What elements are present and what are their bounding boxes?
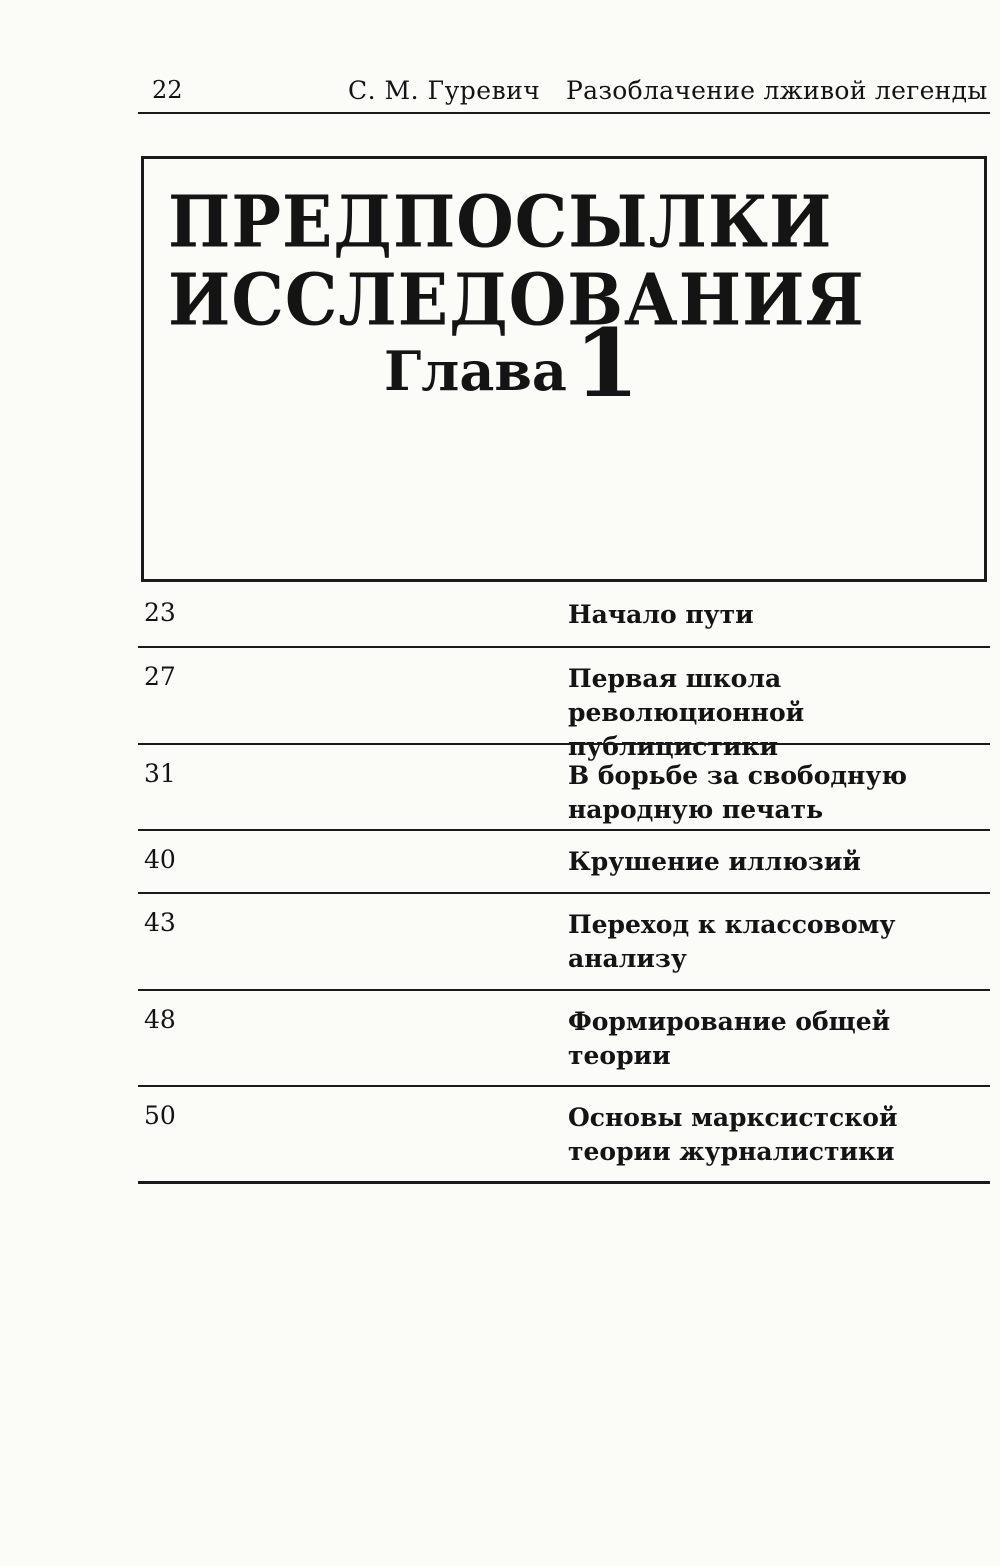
toc-row	[138, 1087, 990, 1184]
chapter-label: Глава	[384, 339, 567, 403]
toc-row	[138, 894, 990, 991]
chapter-title-line-1: ПРЕДПОСЫЛКИ	[168, 179, 833, 264]
toc-page-number: 43	[144, 908, 176, 937]
toc-section-title: Начало пути	[568, 600, 754, 629]
toc-section-title: Первая школа революционной публицистики	[568, 664, 805, 761]
toc-section-title: Основы марксистской теории журналистики	[568, 1103, 898, 1166]
toc-row	[138, 831, 990, 894]
toc-section-title: Крушение иллюзий	[568, 847, 861, 876]
toc-row	[138, 745, 990, 831]
toc-section-title: Формирование общей теории	[568, 1007, 891, 1070]
chapter-title-line-2: ИССЛЕДОВАНИЯ	[168, 257, 865, 342]
table-of-contents	[138, 584, 990, 1184]
toc-section-title: Переход к классовому анализу	[568, 910, 896, 973]
toc-page-number: 40	[144, 845, 176, 874]
chapter-number: 1	[574, 309, 640, 419]
book-title: Разоблачение лживой легенды	[566, 76, 988, 105]
chapter-title-box	[141, 156, 987, 582]
toc-page-number: 27	[144, 662, 176, 691]
chapter-title	[168, 179, 865, 342]
author-name: С. М. Гуревич	[348, 76, 541, 105]
toc-divider	[138, 1181, 990, 1184]
toc-page-number: 50	[144, 1101, 176, 1130]
toc-page-number: 31	[144, 759, 176, 788]
toc-page-number: 48	[144, 1005, 176, 1034]
toc-section-title: В борьбе за свободную народную печать	[568, 761, 907, 824]
header-rule	[138, 112, 990, 114]
toc-page-number: 23	[144, 598, 176, 627]
toc-row	[138, 991, 990, 1087]
toc-row	[138, 648, 990, 761]
toc-row	[138, 584, 990, 648]
page-number: 22	[152, 76, 183, 104]
running-head	[138, 74, 988, 108]
